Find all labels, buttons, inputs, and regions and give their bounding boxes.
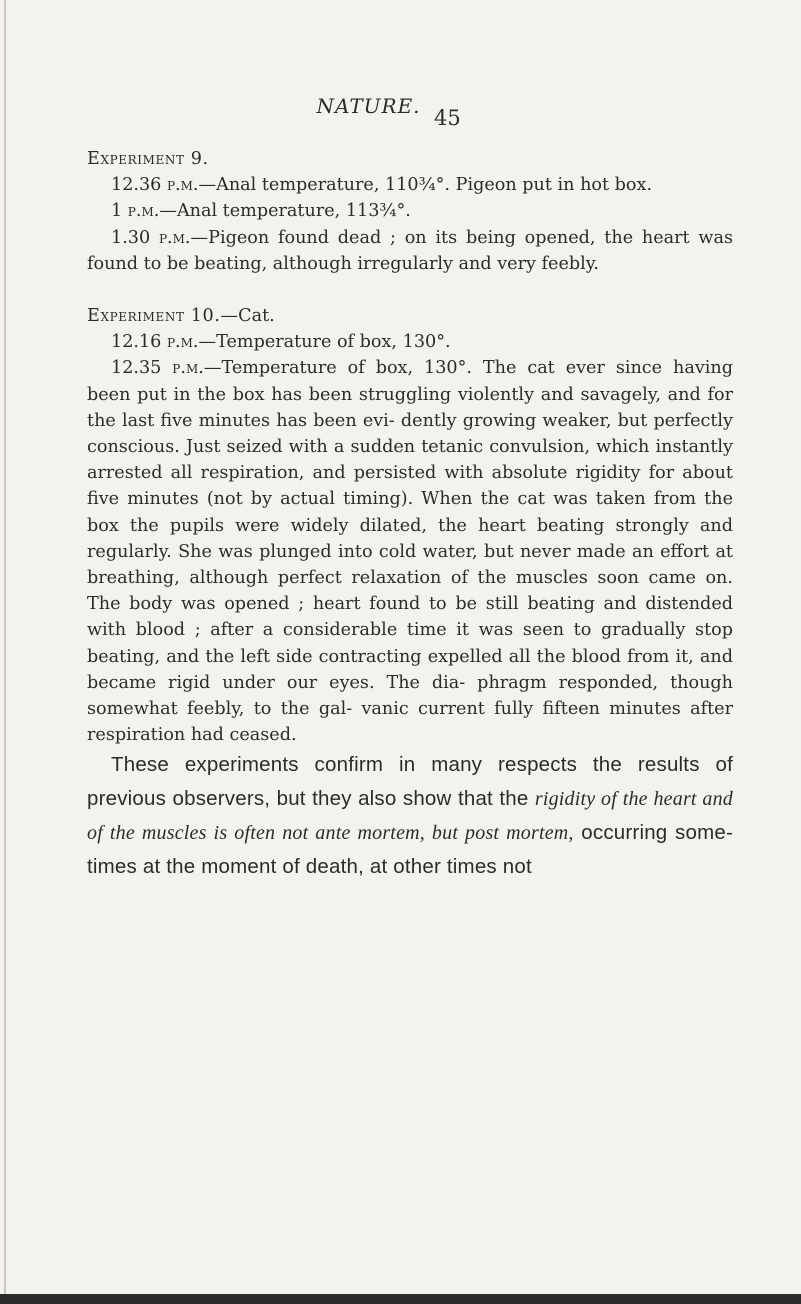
experiment-9-heading: Experiment 9. bbox=[87, 149, 209, 169]
experiment-9-entry-2: 1 p.m.—Anal temperature, 113¾°. bbox=[111, 201, 411, 222]
section-gap bbox=[87, 277, 733, 303]
experiment-9-entry-1: 12.36 p.m.—Anal temperature, 110¾°. Pigeon put in hot box. bbox=[111, 175, 653, 196]
running-title: NATURE. bbox=[316, 94, 421, 118]
scan-bottom-edge bbox=[0, 1294, 801, 1304]
page-number: 45 bbox=[434, 106, 461, 130]
experiment-10-entry-2: 12.35 p.m.—Temperature of box, 130°. The cat ever since having been put in the box has been struggling violently and savagely, and for the last five minutes has been evi- dently growing weaker, but perfectly conscious. Just seized with a sudden tetanic convulsion, which instantly arrested all respiration, and persisted with absolute rigidity for about five minutes (not by actual timing). When the cat was taken from the box the pupils were widely dilated, the heart beating strongly and regularly. She was plunged into cold water, but never made an effort at breathing, although perfect relaxation of the muscles soon came on. The body was opened ; heart found to be still beating and distended with blood ; after a considerable time it was seen to gradually stop beating, and the left side contracting expelled all the blood from it, and became rigid under our eyes. The dia- phragm responded, though somewhat feebly, to the gal- vanic current fully fifteen minutes after respiration had ceased. bbox=[87, 358, 733, 746]
experiment-9-entry-3: 1.30 p.m.—Pigeon found dead ; on its being opened, the heart was found to be beating, although irregularly and very feebly. bbox=[87, 227, 733, 274]
conclusion-paragraph: These experiments confirm in many respects the results of previous observers, but they also show that the rigidity of the heart and of the muscles is often not ante mortem, but post mortem, occurring some- times at the moment of death, at other times not bbox=[87, 753, 733, 879]
page-body bbox=[87, 146, 733, 884]
experiment-10-heading: Experiment 10.—Cat. bbox=[87, 306, 275, 327]
page-gutter-edge bbox=[4, 0, 6, 1304]
experiment-10-entry-1: 12.16 p.m.—Temperature of box, 130°. bbox=[111, 332, 451, 353]
